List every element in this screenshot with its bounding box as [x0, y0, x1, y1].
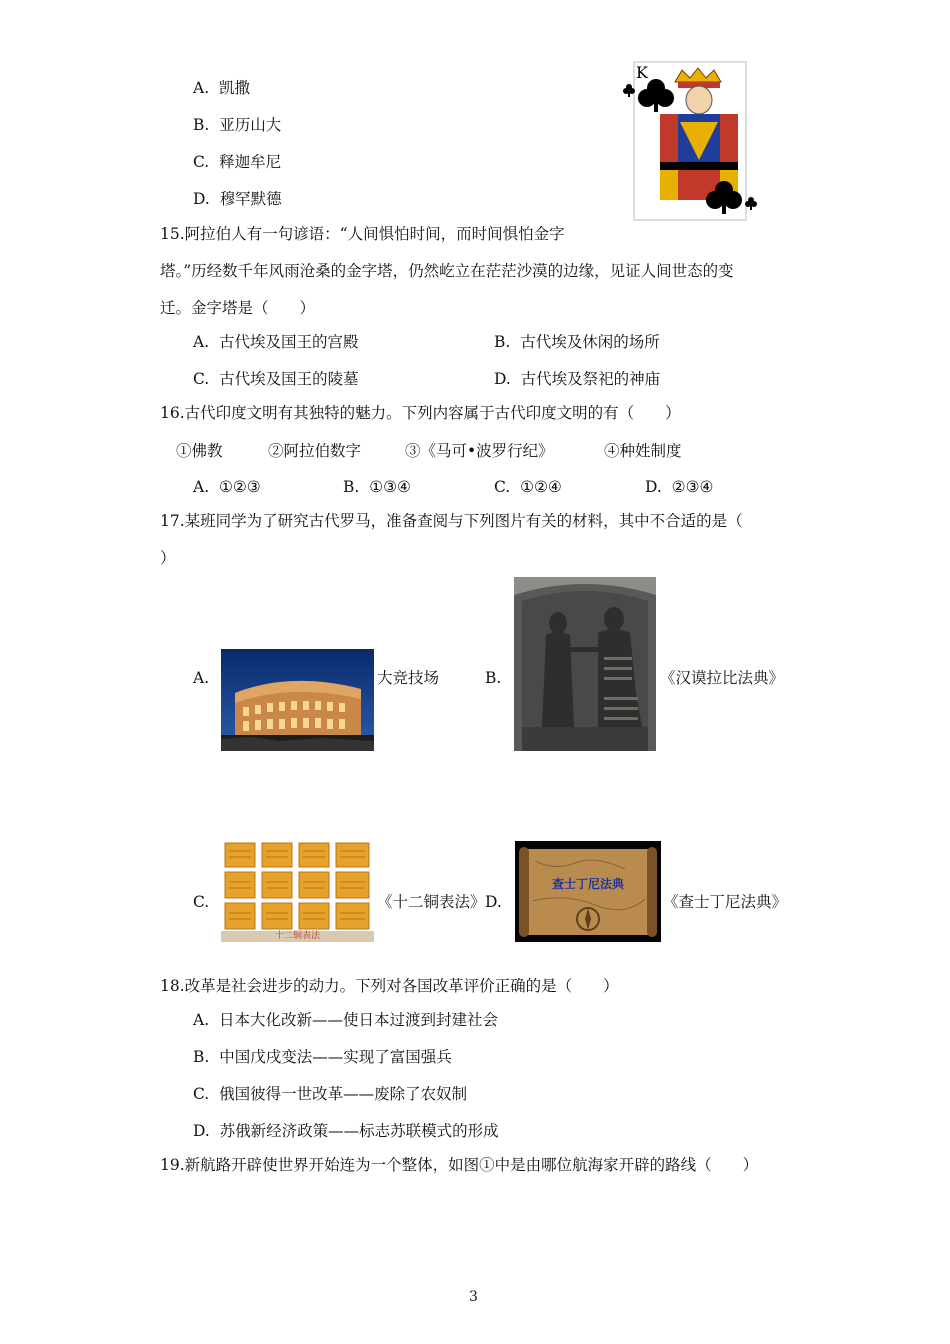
q17-option-d-letter: D. — [485, 893, 502, 911]
q17-option-c-letter: C. — [193, 893, 210, 911]
hammurabi-stele-image — [514, 577, 656, 751]
q16-stem: 16.古代印度文明有其独特的魅力。下列内容属于古代印度文明的有（ ） — [160, 404, 681, 422]
q17-option-b-caption: 《汉谟拉比法典》 — [660, 669, 785, 687]
q17-option-a-letter: A. — [193, 669, 210, 687]
colosseum-image — [221, 649, 374, 751]
q18-stem: 18.改革是社会进步的动力。下列对各国改革评价正确的是（ ） — [160, 977, 619, 995]
q14-option-d: D. 穆罕默德 — [193, 190, 282, 208]
q17-stem-line2: ） — [160, 549, 176, 567]
q18-option-d: D. 苏俄新经济政策——标志苏联模式的形成 — [193, 1122, 499, 1140]
q15-stem-line2: 塔。”历经数千年风雨沧桑的金字塔，仍然屹立在茫茫沙漠的边缘，见证人间世态的变 — [160, 262, 734, 280]
justinian-code-image — [515, 841, 661, 942]
twelve-tables-label: 十二铜表法 — [274, 931, 320, 941]
q16-option-d: D. ②③④ — [645, 478, 714, 496]
q18-option-b: B. 中国戊戌变法——实现了富国强兵 — [193, 1048, 452, 1066]
q17-option-b-letter: B. — [485, 669, 502, 687]
q16-item-1: ①佛教 — [176, 442, 223, 460]
q15-option-d: D. 古代埃及祭祀的神庙 — [494, 370, 661, 388]
q15-option-b: B. 古代埃及休闲的场所 — [494, 333, 660, 351]
q16-option-c: C. ①②④ — [494, 478, 562, 496]
q16-item-4: ④种姓制度 — [604, 442, 682, 460]
page-number: 3 — [469, 1289, 478, 1305]
q17-stem-line1: 17.某班同学为了研究古代罗马，准备查阅与下列图片有关的材料，其中不合适的是（ — [160, 512, 743, 530]
q15-stem-line3: 迁。金字塔是（ ） — [160, 299, 316, 317]
q14-option-a: A. 凯撒 — [193, 79, 250, 97]
twelve-tables-image — [221, 840, 374, 942]
king-card-image — [620, 60, 760, 222]
q15-option-c: C. 古代埃及国王的陵墓 — [193, 370, 359, 388]
justinian-code-label: 查士丁尼法典 — [551, 877, 624, 891]
q17-option-c-caption: 《十二铜表法》 — [377, 893, 486, 911]
q17-option-d-caption: 《查士丁尼法典》 — [663, 893, 788, 911]
q18-option-c: C. 俄国彼得一世改革——废除了农奴制 — [193, 1085, 468, 1103]
q18-option-a: A. 日本大化改新——使日本过渡到封建社会 — [193, 1011, 498, 1029]
q16-item-2: ②阿拉伯数字 — [268, 442, 362, 460]
card-rank: K — [636, 63, 648, 82]
q15-option-a: A. 古代埃及国王的宫殿 — [193, 333, 359, 351]
q15-stem-line1: 15.阿拉伯人有一句谚语：“人间惧怕时间，而时间惧怕金字 — [160, 225, 565, 243]
q16-option-a: A. ①②③ — [193, 478, 261, 496]
q17-option-a-caption: 大竞技场 — [377, 669, 440, 687]
q14-option-b: B. 亚历山大 — [193, 116, 282, 134]
q19-stem: 19.新航路开辟使世界开始连为一个整体，如图①中是由哪位航海家开辟的路线（ ） — [160, 1156, 759, 1174]
q14-option-c: C. 释迦牟尼 — [193, 153, 282, 171]
q16-option-b: B. ①③④ — [343, 478, 411, 496]
q16-item-3: ③《马可•波罗行纪》 — [405, 442, 554, 460]
